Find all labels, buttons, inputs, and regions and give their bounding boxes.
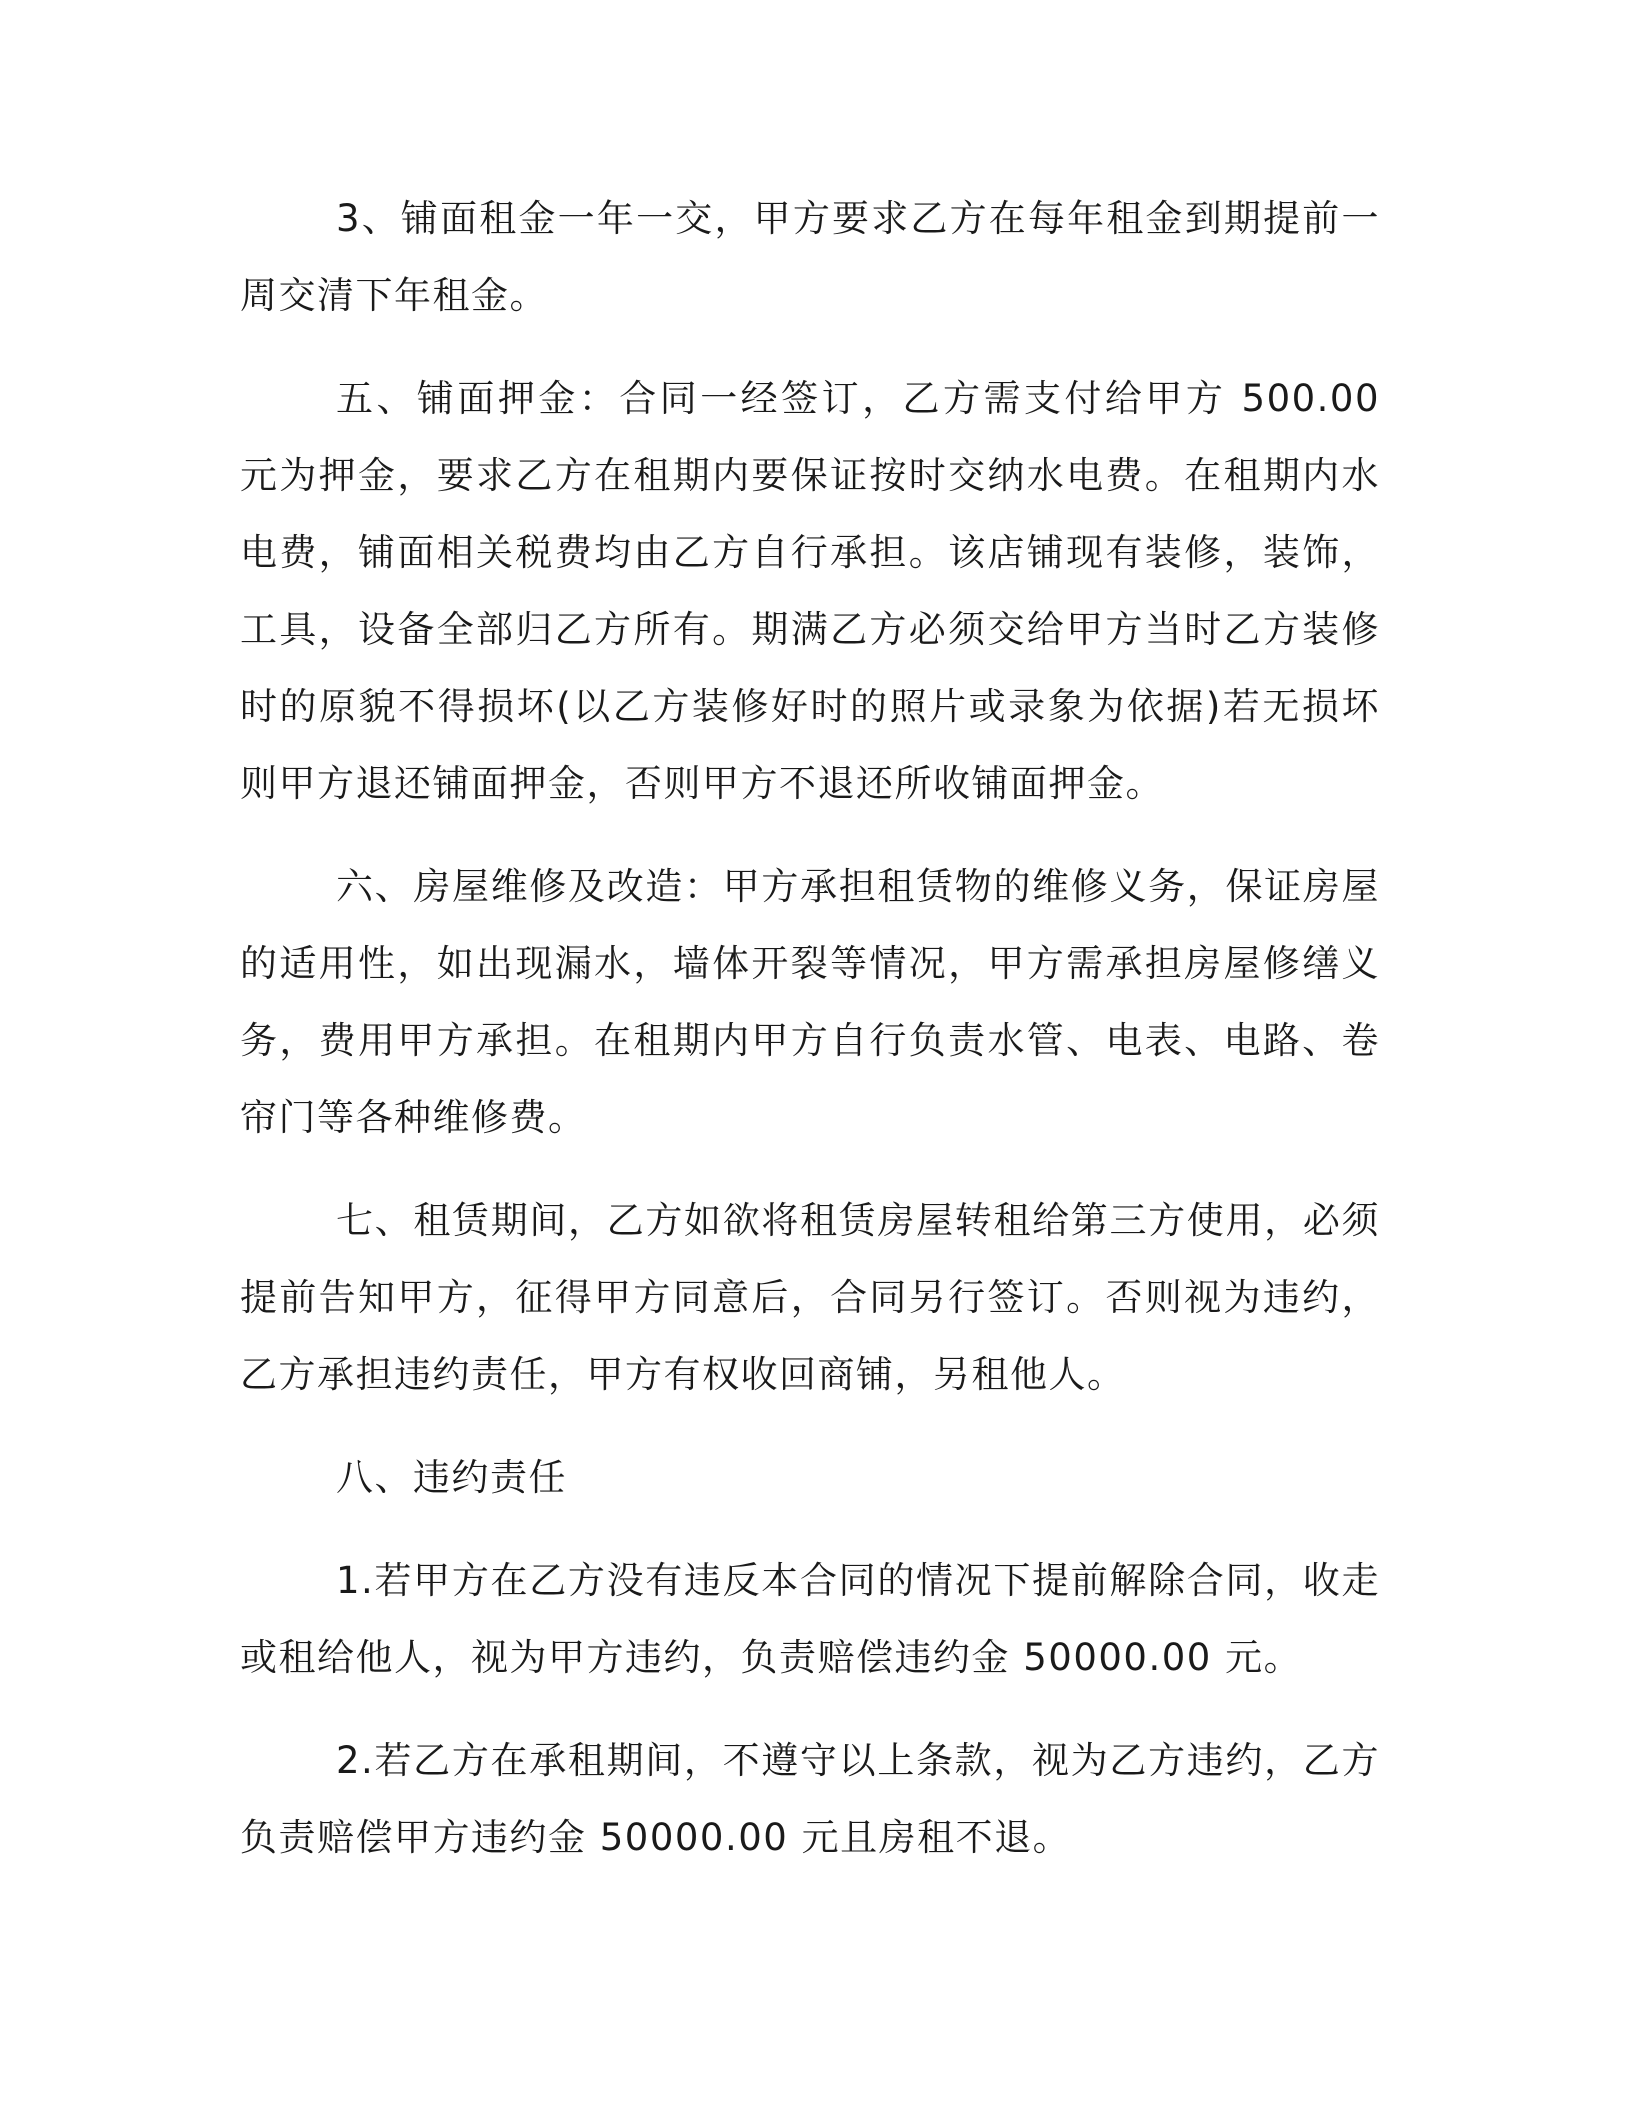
paragraph-breach-party-b: 2.若乙方在承租期间，不遵守以上条款，视为乙方违约，乙方负责赔偿甲方违约金 50000.00 元且房租不退。 <box>240 1739 1380 1859</box>
paragraph-deposit: 五、铺面押金：合同一经签订，乙方需支付给甲方 500.00 元为押金，要求乙方在租期内要保证按时交纳水电费。在租期内水电费，铺面相关税费均由乙方自行承担。该店铺现有装修，装饰，工具，设备全部归乙方所有。期满乙方必须交给甲方当时乙方装修时的原貌不得损坏(以乙方装修好时的照片或录象为依据)若无损坏则甲方退还铺面押金，否则甲方不退还所收铺面押金。 <box>240 377 1380 805</box>
document-body <box>240 180 1380 1902</box>
paragraph-sublease: 七、租赁期间，乙方如欲将租赁房屋转租给第三方使用，必须提前告知甲方，征得甲方同意后，合同另行签订。否则视为违约，乙方承担违约责任，甲方有权收回商铺，另租他人。 <box>240 1199 1380 1396</box>
paragraph-rent-payment: 3、铺面租金一年一交，甲方要求乙方在每年租金到期提前一周交清下年租金。 <box>240 197 1380 317</box>
paragraph-breach-party-a: 1.若甲方在乙方没有违反本合同的情况下提前解除合同，收走或租给他人，视为甲方违约，负责赔偿违约金 50000.00 元。 <box>240 1559 1380 1679</box>
paragraph-maintenance: 六、房屋维修及改造：甲方承担租赁物的维修义务，保证房屋的适用性，如出现漏水，墙体开裂等情况，甲方需承担房屋修缮义务，费用甲方承担。在租期内甲方自行负责水管、电表、电路、卷帘门等各种维修费。 <box>240 865 1380 1139</box>
paragraph-breach-heading: 八、违约责任 <box>336 1456 567 1499</box>
